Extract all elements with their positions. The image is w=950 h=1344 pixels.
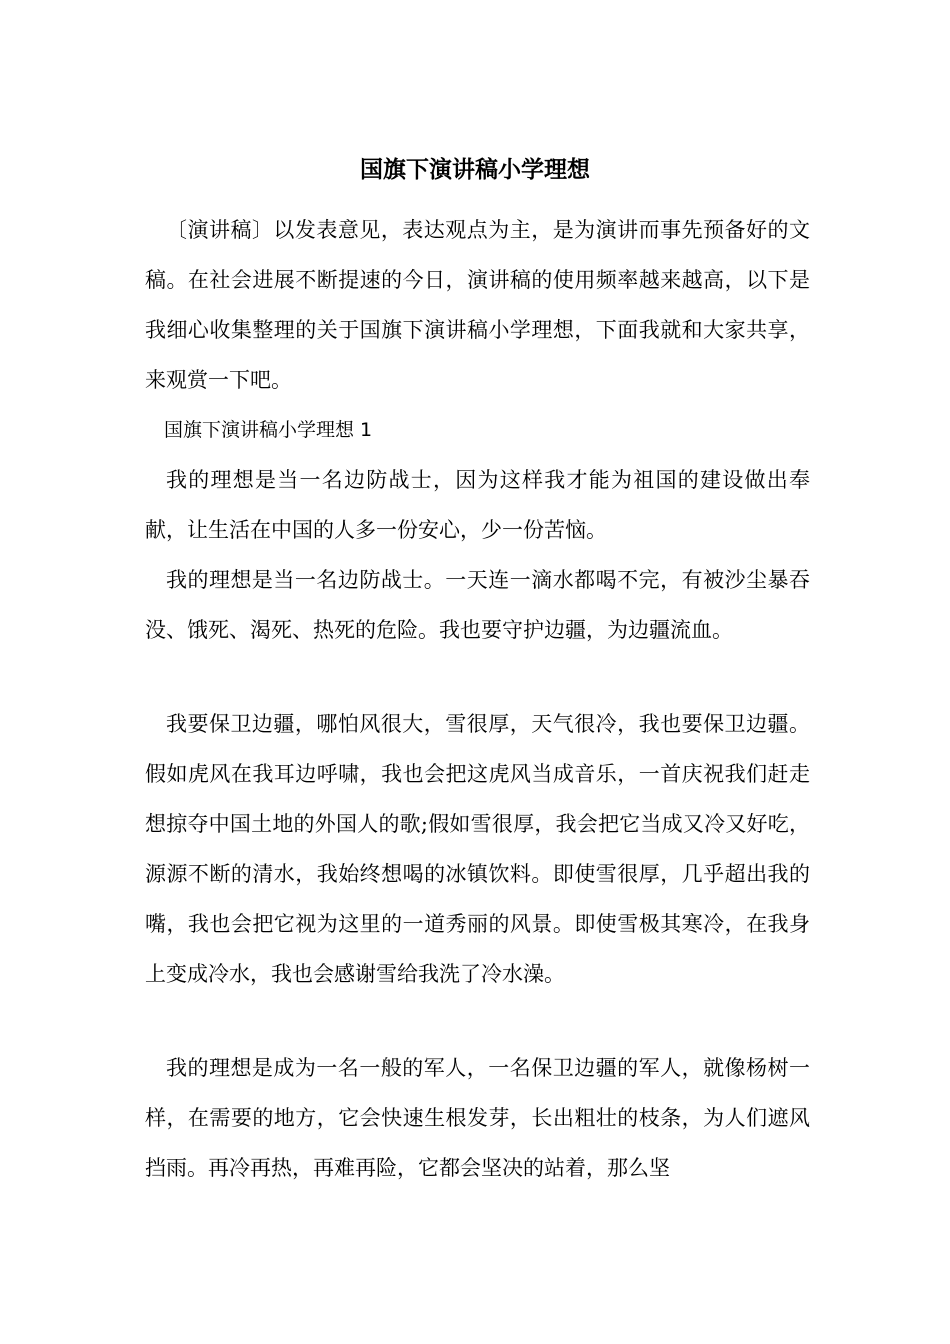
body-paragraph: 我要保卫边疆，哪怕风很大，雪很厚，天气很冷，我也要保卫边疆。假如虎风在我耳边呼啸，我也会把这虎风当成音乐，一首庆祝我们赶走想掠夺中国土地的外国人的歌;假如雪很厚，我会把它当成又冷又好吃，源源不断的清水，我始终想喝的冰镇饮料。即使雪很厚，几乎超出我的嘴，我也会把它视为这里的一道秀丽的风景。即使雪极其寒冷，在我身上变成冷水，我也会感谢雪给我洗了冷水澡。 [145,712,810,986]
body-paragraph: 我的理想是成为一名一般的军人，一名保卫边疆的军人，就像杨树一样，在需要的地方，它会快速生根发芽，长出粗壮的枝条，为人们遮风挡雨。再冷再热，再难再险，它都会坚决的站着，那么坚 [145,1056,810,1180]
document-body [145,205,810,1193]
section-heading: 国旗下演讲稿小学理想 1 [164,419,373,441]
intro-paragraph: 〔演讲稿〕以发表意见，表达观点为主，是为演讲而事先预备好的文稿。在社会进展不断提速的今日，演讲稿的使用频率越来越高，以下是我细心收集整理的关于国旗下演讲稿小学理想，下面我就和大家共享，来观赏一下吧。 [145,218,810,392]
body-paragraph: 我的理想是当一名边防战士，因为这样我才能为祖国的建设做出奉献，让生活在中国的人多一份安心，少一份苦恼。 [145,468,810,542]
document-title: 国旗下演讲稿小学理想 [360,156,590,183]
body-paragraph: 我的理想是当一名边防战士。一天连一滴水都喝不完，有被沙尘暴吞没、饿死、渴死、热死的危险。我也要守护边疆，为边疆流血。 [145,568,810,642]
